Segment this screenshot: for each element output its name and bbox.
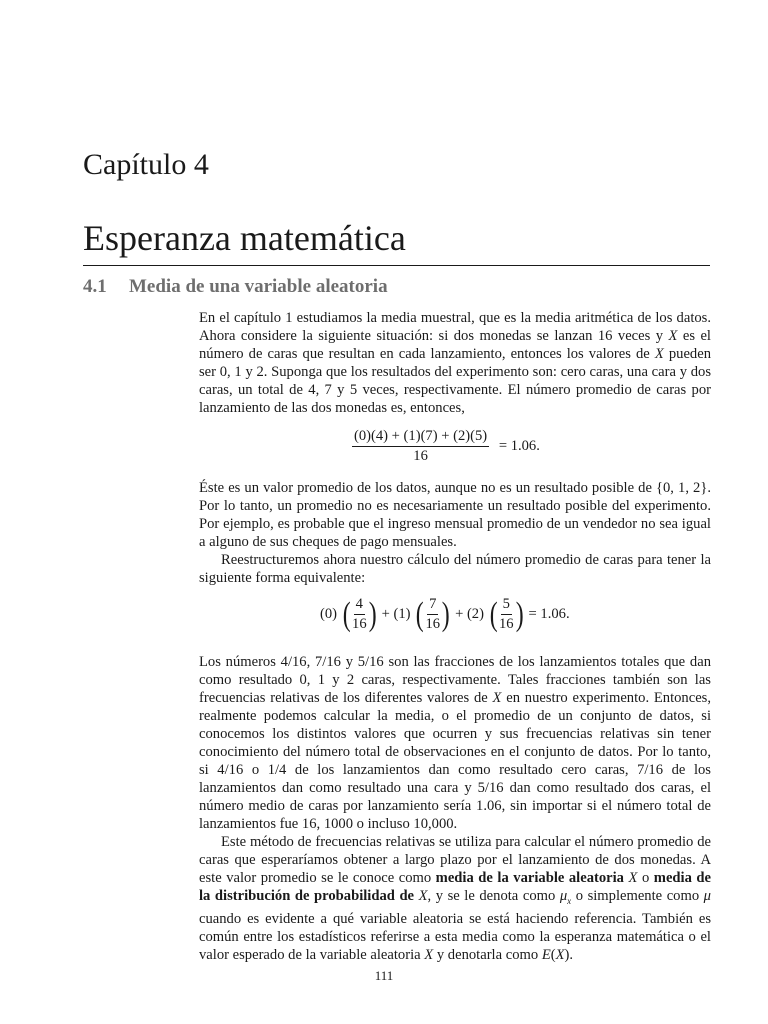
denominator: 16 xyxy=(498,616,514,632)
variable-x: X xyxy=(668,328,678,344)
mu-subscript: x xyxy=(567,895,572,906)
chapter-label: Capítulo 4 xyxy=(83,148,209,181)
numerator: 5 xyxy=(501,596,512,615)
variable-x: X xyxy=(555,946,565,963)
numerator: 7 xyxy=(427,596,438,615)
chapter-title: Esperanza matemática xyxy=(83,218,406,258)
paragraph-1 xyxy=(199,309,711,417)
fraction xyxy=(352,428,489,465)
paragraph-4 xyxy=(199,653,711,964)
variable-x: X xyxy=(418,888,428,904)
fraction xyxy=(499,596,514,633)
text-span: o xyxy=(637,870,654,886)
denominator: 16 xyxy=(425,616,441,632)
term: + (2) xyxy=(455,606,484,622)
denominator: 16 xyxy=(352,616,367,632)
left-paren: ( xyxy=(342,595,351,633)
text-span: cuando es evidente a qué variable aleatoria se está haciendo referencia. También es común entre los estadísticos referirse a esta media como la esperanza matemática o el valor esperado de la variable aleatoria xyxy=(199,910,711,963)
text-span: En el capítulo 1 estudiamos la media muestral, que es la media aritmética de los datos. Ahora considere la siguiente situación: si dos monedas se lanzan 16 veces y xyxy=(199,310,711,344)
equation-result: = 1.06. xyxy=(498,438,540,454)
text-span: pueden ser 0, 1 y 2. Suponga que los resultados del experimento son: cero caras, una cara y dos caras, un total de 4, 7 y 5 veces, respectivamente. El número promedio de caras por lanzamiento de las dos monedas es, entonces, xyxy=(199,346,711,416)
right-paren: ) xyxy=(368,595,377,633)
paragraph-2 xyxy=(199,479,711,587)
denominator: 16 xyxy=(413,448,428,464)
paren: ). xyxy=(564,946,574,963)
expectation-e: E xyxy=(541,946,551,963)
left-paren: ( xyxy=(415,595,424,633)
variable-x: X xyxy=(492,690,502,706)
text-span: Este método de frecuencias relativas se utiliza para calcular el número promedio de caras que esperaríamos obtener a largo plazo por el lanzamiento de dos monedas. A este valor promedio se le conoce como xyxy=(199,834,711,886)
equation-average xyxy=(352,428,540,465)
right-paren: ) xyxy=(441,595,450,633)
section-number: 4.1 xyxy=(83,276,107,297)
bold-term: media de la variable aleatoria xyxy=(435,870,624,886)
section-heading xyxy=(83,276,388,298)
text-span: , y se le denota como xyxy=(427,888,560,904)
title-rule xyxy=(83,265,710,266)
variable-x: X xyxy=(424,946,434,963)
page-number: 111 xyxy=(374,968,394,983)
mu-symbol: μ xyxy=(559,888,568,904)
term: + (1) xyxy=(381,606,411,622)
left-paren: ( xyxy=(489,595,498,633)
section-title: Media de una variable aleatoria xyxy=(129,276,388,297)
text-span: es el número de caras que resultan en cada lanzamiento, entonces los valores de xyxy=(199,328,711,362)
paragraph-3-text: Reestructuremos ahora nuestro cálculo del número promedio de caras para tener la siguiente forma equivalente: xyxy=(199,552,711,586)
variable-x: X xyxy=(628,870,638,886)
variable-x: X xyxy=(654,346,664,362)
numerator: 4 xyxy=(354,596,365,615)
term: (0) xyxy=(320,606,338,622)
paragraph-2-text: Éste es un valor promedio de los datos, aunque no es un resultado posible de {0, 1, 2}. Por lo tanto, un promedio no es necesariamente un resultado posible del experimento. Por ejemplo, es probable que el ingreso mensual promedio de un vendedor no sea igual a alguno de sus cheques de pago mensuales. xyxy=(199,480,711,550)
text-span: y denotarla como xyxy=(433,946,542,963)
mu-symbol: μ xyxy=(703,888,711,904)
text-span: o simplemente como xyxy=(571,888,704,904)
numerator: (0)(4) + (1)(7) + (2)(5) xyxy=(352,428,489,447)
fraction xyxy=(425,596,440,633)
text-span: Los números 4/16, 7/16 y 5/16 son las fracciones de los lanzamientos totales que dan como resultado 0, 1 y 2 caras, respectivamente. Tales fracciones también son las frecuencias relativas de los diferentes valores de xyxy=(199,654,711,706)
paren: ( xyxy=(550,946,556,963)
equation-weighted xyxy=(320,596,570,633)
text-span: en nuestro experimento. Entonces, realmente podemos calcular la media, o el promedio de un conjunto de datos, si conocemos los distintos valores que ocurren y sus frecuencias relativas sin tener conocimiento del número total de observaciones en el conjunto de datos. Por lo tanto, si 4/16 o 1/4 de los lanzamientos dan como resultado cero caras, 7/16 de los lanzamientos dan como resultado una cara y 5/16 dan como resultado dos caras, el número medio de caras por lanzamiento sería 1.06, sin importar si el número total de lanzamientos fue 16, 1000 o incluso 10,000. xyxy=(199,690,712,832)
fraction xyxy=(352,596,367,633)
bold-term: media de la distribución de probabilidad de xyxy=(199,870,711,904)
equation-result: = 1.06. xyxy=(528,606,570,622)
right-paren: ) xyxy=(515,595,524,633)
